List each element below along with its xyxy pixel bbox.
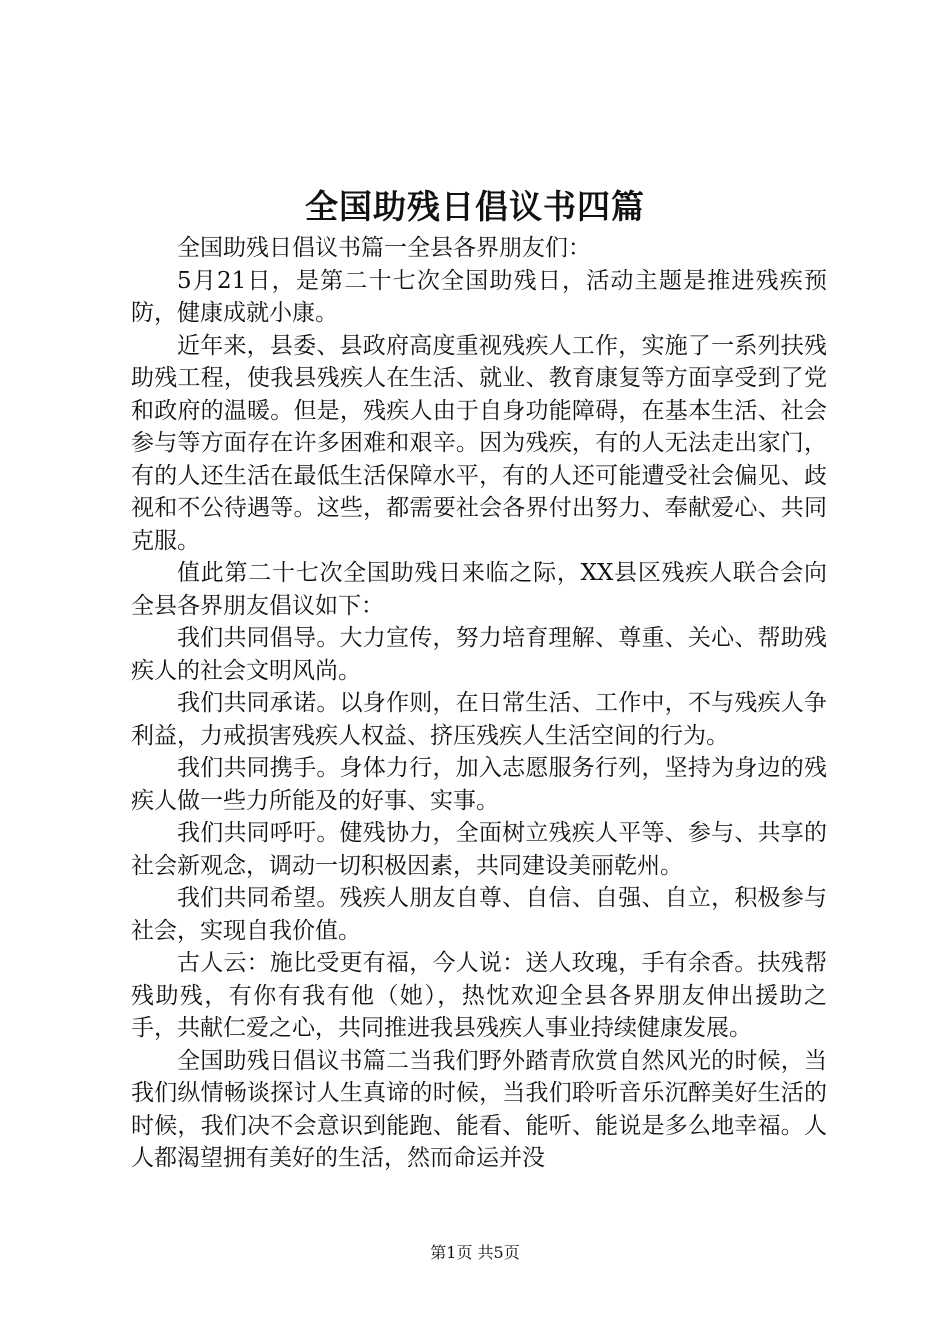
- paragraph-9: 我们共同希望。残疾人朋友自尊、自信、自强、自立，积极参与社会，实现自我价值。: [131, 885, 827, 944]
- paragraph-1: 全国助残日倡议书篇一全县各界朋友们：: [177, 235, 591, 261]
- paragraph-10: 古人云：施比受更有福，今人说：送人玫瑰，手有余香。扶残帮残助残，有你有我有他（她），热忱欢迎全县各界朋友伸出援助之手，共献仁爱之心，共同推进我县残疾人事业持续健康发展。: [131, 950, 827, 1041]
- paragraph-3: 近年来，县委、县政府高度重视残疾人工作，实施了一系列扶残助残工程，使我县残疾人在生活、就业、教育康复等方面享受到了党和政府的温暖。但是，残疾人由于自身功能障碍，在基本生活、社会参与等方面存在许多困难和艰辛。因为残疾，有的人无法走出家门，有的人还生活在最低生活保障水平，有的人还可能遭受社会偏见、歧视和不公待遇等。这些，都需要社会各界付出努力、奉献爱心、共同克服。: [131, 332, 827, 554]
- paragraph-5: 我们共同倡导。大力宣传，努力培育理解、尊重、关心、帮助残疾人的社会文明风尚。: [131, 625, 827, 684]
- paragraph-4: 值此第二十七次全国助残日来临之际，XX县区残疾人联合会向全县各界朋友倡议如下：: [131, 560, 827, 619]
- paragraph-8: 我们共同呼吁。健残协力，全面树立残疾人平等、参与、共享的社会新观念，调动一切积极因素，共同建设美丽乾州。: [131, 820, 827, 879]
- paragraph-11: 全国助残日倡议书篇二当我们野外踏青欣赏自然风光的时候，当我们纵情畅谈探讨人生真谛的时候，当我们聆听音乐沉醉美好生活的时候，我们决不会意识到能跑、能看、能听、能说是多么地幸福。人人都渴望拥有美好的生活，然而命运并没: [131, 1047, 827, 1171]
- page-footer: 第1页 共5页: [430, 1243, 520, 1262]
- paragraph-6: 我们共同承诺。以身作则，在日常生活、工作中，不与残疾人争利益，力戒损害残疾人权益、挤压残疾人生活空间的行为。: [131, 690, 827, 749]
- paragraph-7: 我们共同携手。身体力行，加入志愿服务行列，坚持为身边的残疾人做一些力所能及的好事、实事。: [131, 755, 827, 814]
- document-title: 全国助残日倡议书四篇: [305, 187, 645, 226]
- paragraph-2: 5月21日，是第二十七次全国助残日，活动主题是推进残疾预防，健康成就小康。: [131, 267, 827, 326]
- document-body: [131, 232, 827, 1175]
